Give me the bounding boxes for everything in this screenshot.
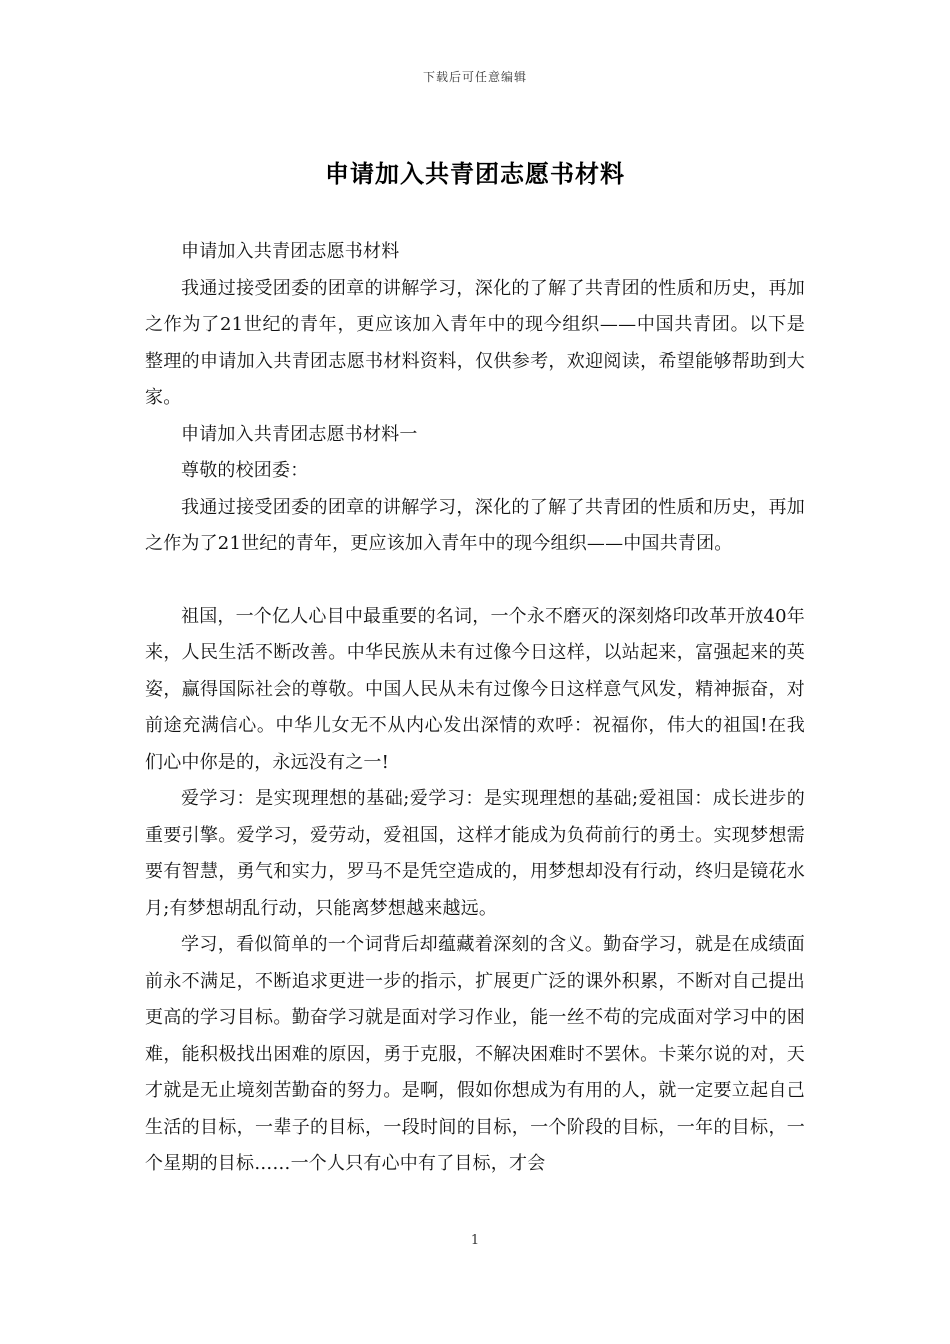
paragraph-letter-opening: 我通过接受团委的团章的讲解学习，深化的了解了共青团的性质和历史，再加之作为了21世纪的青年，更应该加入青年中的现今组织——中国共青团。 [145, 496, 805, 554]
paragraph-salutation: 尊敬的校团委： [181, 460, 309, 481]
paragraph-intro: 我通过接受团委的团章的讲解学习，深化的了解了共青团的性质和历史，再加之作为了21世纪的青年，更应该加入青年中的现今组织——中国共青团。以下是整理的申请加入共青团志愿书材料资料，仅供参考，欢迎阅读，希望能够帮助到大家。 [145, 277, 805, 408]
paragraph-motherland: 祖国，一个亿人心目中最重要的名词，一个永不磨灭的深刻烙印改革开放40年来，人民生活不断改善。中华民族从未有过像今日这样，以站起来，富强起来的英姿，赢得国际社会的尊敬。中国人民从未有过像今日这样意气风发，精神振奋，对前途充满信心。中华儿女无不从内心发出深情的欢呼：祝福你，伟大的祖国!在我们心中你是的，永远没有之一! [145, 605, 805, 773]
paragraph-subtitle: 申请加入共青团志愿书材料 [181, 241, 400, 262]
paragraph-spacer [145, 563, 805, 599]
header-note: 下载后可任意编辑 [422, 70, 527, 84]
paragraph-diligent-study: 学习，看似简单的一个词背后却蕴藏着深刻的含义。勤奋学习，就是在成绩面前永不满足，不断追求更进一步的指示，扩展更广泛的课外积累，不断对自己提出更高的学习目标。勤奋学习就是面对学习作业，能一丝不苟的完成面对学习中的困难，能积极找出困难的原因，勇于克服，不解决困难时不罢休。卡莱尔说的对，天才就是无止境刻苦勤奋的努力。是啊，假如你想成为有用的人，就一定要立起自己生活的目标，一辈子的目标，一段时间的目标，一个阶段的目标，一年的目标，一个星期的目标……一个人只有心中有了目标，才会 [145, 934, 805, 1174]
paragraph-section-heading: 申请加入共青团志愿书材料一 [181, 423, 418, 445]
document-title: 申请加入共青团志愿书材料 [325, 159, 625, 188]
page-number: 1 [470, 1233, 480, 1248]
document-body [145, 234, 805, 1183]
paragraph-love-learning: 爱学习：是实现理想的基础;爱学习：是实现理想的基础;爱祖国：成长进步的重要引擎。爱学习，爱劳动，爱祖国，这样才能成为负荷前行的勇士。实现梦想需要有智慧，勇气和实力，罗马不是凭空造成的，用梦想却没有行动，终归是镜花水月;有梦想胡乱行动，只能离梦想越来越远。 [145, 788, 805, 919]
